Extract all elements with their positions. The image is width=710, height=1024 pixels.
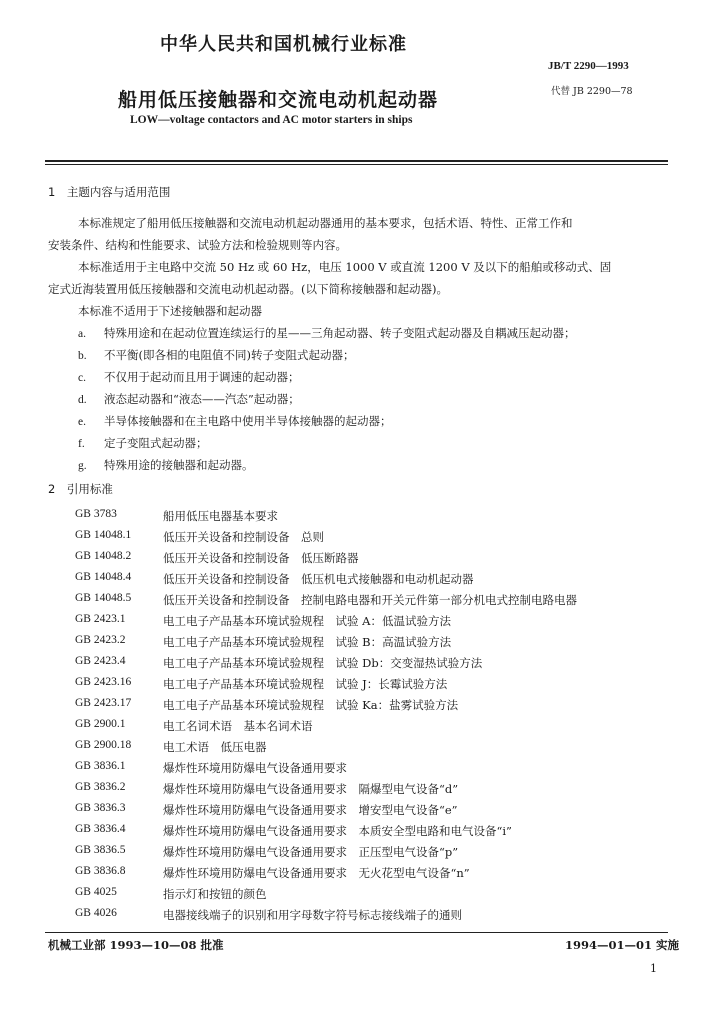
reference-title: 爆炸性环境用防爆电气设备通用要求 隔爆型电气设备“d”: [163, 782, 459, 796]
standard-code: JB/T 2290—1993: [548, 60, 629, 72]
reference-code: GB 14048.4: [75, 571, 132, 583]
list-item: a. 特殊用途和在起动位置连续运行的星——三角起动器、转子变阻式起动器及自耦减压起动器；: [78, 326, 576, 340]
list-item: g. 特殊用途的接触器和起动器。: [78, 458, 254, 472]
footer-rule: [45, 932, 668, 933]
reference-title: 电工名词术语 基本名词术语: [163, 719, 313, 733]
reference-title: 低压开关设备和控制设备 低压断路器: [163, 551, 359, 565]
reference-code: GB 2423.16: [75, 676, 132, 688]
reference-code: GB 2423.2: [75, 634, 126, 646]
reference-code: GB 2900.1: [75, 718, 126, 730]
paragraph-2-line-1: 本标准适用于主电路中交流 50 Hz 或 60 Hz，电压 1000 V 或直流 1200 V 及以下的船舶或移动式、固: [78, 260, 612, 274]
reference-title: 船用低压电器基本要求: [163, 509, 278, 523]
reference-code: GB 3783: [75, 508, 117, 520]
org-title: 中华人民共和国机械行业标准: [160, 34, 407, 55]
paragraph-1-line-1: 本标准规定了船用低压接触器和交流电动机起动器通用的基本要求，包括术语、特性、正常工作和: [78, 216, 573, 230]
reference-code: GB 2423.17: [75, 697, 132, 709]
reference-title: 低压开关设备和控制设备 总则: [163, 530, 324, 544]
reference-title: 电器接线端子的识别和用字母数字符号标志接线端子的通则: [163, 908, 462, 922]
paragraph-2-line-2: 定式近海装置用低压接触器和交流电动机起动器。(以下简称接触器和起动器)。: [48, 282, 448, 296]
reference-code: GB 3836.4: [75, 823, 126, 835]
reference-title: 电工电子产品基本环境试验规程 试验 B：高温试验方法: [163, 635, 452, 649]
header-rule-thick: [45, 160, 668, 162]
reference-title: 电工电子产品基本环境试验规程 试验 A：低温试验方法: [163, 614, 451, 628]
reference-title: 指示灯和按钮的颜色: [163, 887, 267, 901]
reference-title: 爆炸性环境用防爆电气设备通用要求 增安型电气设备“e”: [163, 803, 458, 817]
list-item: f. 定子变阻式起动器；: [78, 436, 208, 450]
reference-title: 电工电子产品基本环境试验规程 试验 J：长霉试验方法: [163, 677, 448, 691]
header-rule-thin: [45, 164, 668, 165]
reference-code: GB 2423.4: [75, 655, 126, 667]
reference-code: GB 3836.5: [75, 844, 126, 856]
page-number: 1: [650, 962, 657, 975]
paragraph-1-line-2: 安装条件、结构和性能要求、试验方法和检验规则等内容。: [48, 238, 347, 252]
reference-title: 电工电子产品基本环境试验规程 试验 Db：交变湿热试验方法: [163, 656, 483, 670]
list-item: c. 不仅用于起动而且用于调速的起动器；: [78, 370, 300, 384]
reference-code: GB 14048.2: [75, 550, 132, 562]
reference-title: 低压开关设备和控制设备 低压机电式接触器和电动机起动器: [163, 572, 474, 586]
approval-date: 机械工业部 1993—10—08 批准: [48, 938, 224, 952]
list-item: d. 液态起动器和“液态——汽态”起动器；: [78, 392, 300, 406]
implementation-date: 1994—01—01 实施: [565, 938, 680, 952]
reference-title: 电工术语 低压电器: [163, 740, 267, 754]
reference-code: GB 3836.2: [75, 781, 126, 793]
reference-code: GB 3836.8: [75, 865, 126, 877]
reference-title: 低压开关设备和控制设备 控制电路电器和开关元件第一部分机电式控制电路电器: [163, 593, 577, 607]
reference-code: GB 14048.5: [75, 592, 132, 604]
reference-code: GB 14048.1: [75, 529, 132, 541]
replaces-standard: 代替 JB 2290—78: [551, 86, 633, 97]
paragraph-3: 本标准不适用于下述接触器和起动器: [78, 304, 262, 318]
reference-code: GB 2900.18: [75, 739, 132, 751]
reference-code: GB 3836.1: [75, 760, 126, 772]
reference-title: 爆炸性环境用防爆电气设备通用要求 本质安全型电路和电气设备“i”: [163, 824, 512, 838]
document-title: 船用低压接触器和交流电动机起动器: [118, 89, 439, 111]
reference-code: GB 4025: [75, 886, 117, 898]
reference-title: 电工电子产品基本环境试验规程 试验 Ka：盐雾试验方法: [163, 698, 459, 712]
list-item: b. 不平衡(即各相的电阻值不同)转子变阻式起动器；: [78, 348, 355, 362]
reference-title: 爆炸性环境用防爆电气设备通用要求 无火花型电气设备“n”: [163, 866, 470, 880]
reference-title: 爆炸性环境用防爆电气设备通用要求 正压型电气设备“p”: [163, 845, 459, 859]
section-2-heading: 2 引用标准: [48, 482, 113, 496]
reference-title: 爆炸性环境用防爆电气设备通用要求: [163, 761, 347, 775]
list-item: e. 半导体接触器和在主电路中使用半导体接触器的起动器；: [78, 414, 392, 428]
english-title: LOW—voltage contactors and AC motor starters in ships: [130, 114, 413, 126]
section-1-heading: 1 主题内容与适用范围: [48, 185, 171, 199]
reference-code: GB 4026: [75, 907, 117, 919]
reference-code: GB 2423.1: [75, 613, 126, 625]
reference-code: GB 3836.3: [75, 802, 126, 814]
